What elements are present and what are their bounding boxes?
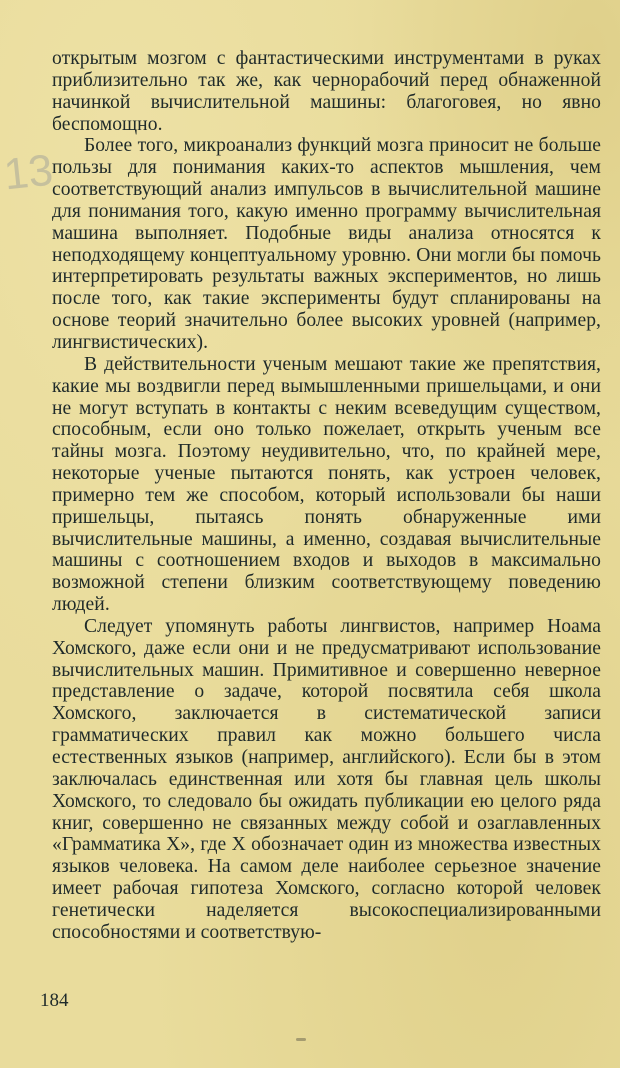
paragraph-2: Более того, микроанализ функций мозга приносит не больше пользы для понимания каких-то аспектов мышления, чем соответствующий анализ импульсов в вычислительной машине для понимания того, какую именно программу вычислительная машина выполняет. Подобные виды анализа относятся к неподходящему концептуальному уровню. Они могли бы помочь интерпретировать результаты важных экспериментов, но лишь после того, как такие эксперименты будут спланированы на основе теорий значительно более высоких уровней (например, лингвистических). <box>52 135 601 353</box>
page-number: 184 <box>40 990 69 1011</box>
paragraph-3: В действительности ученым мешают такие же препятствия, какие мы воздвигли перед вымышленными пришельцами, и они не могут вступать в контакты с неким всеведущим существом, способным, если оно только пожелает, открыть ученым все тайны мозга. Поэтому неудивительно, что, по крайней мере, некоторые ученые пытаются понять, как устроен человек, примерно тем же способом, который использовали бы наши пришельцы, пытаясь понять обнаруженные ими вычислительные машины, а именно, создавая вычислительные машины с соотношением входов и выходов в максимально возможной степени близким соответствующему поведению людей. <box>52 353 601 616</box>
body-text <box>52 48 601 944</box>
margin-pencil-mark: 13 <box>1 145 56 200</box>
ink-smudge <box>296 1038 306 1041</box>
paragraph-4: Следует упомянуть работы лингвистов, например Ноама Хомского, даже если они и не предусматривают использование вычислительных машин. Примитивное и совершенно неверное представление о задаче, которой посвятила себя школа Хомского, заключается в систематической записи грамматических правил как можно большего числа естественных языков (например, английского). Если бы в этом заключалась единственная или хотя бы главная цель школы Хомского, то следовало бы ожидать публикации ею целого ряда книг, совершенно не связанных между собой и озаглавленных «Грамматика X», где X обозначает один из множества известных языков человека. На самом деле наиболее серьезное значение имеет рабочая гипотеза Хомского, согласно которой человек генетически наделяется высокоспециализированными способностями и соответствую- <box>52 615 601 943</box>
paragraph-1: открытым мозгом с фантастическими инструментами в руках приблизительно так же, как чернорабочий перед обнаженной начинкой вычислительной машины: благоговея, но явно беспомощно. <box>52 48 601 135</box>
